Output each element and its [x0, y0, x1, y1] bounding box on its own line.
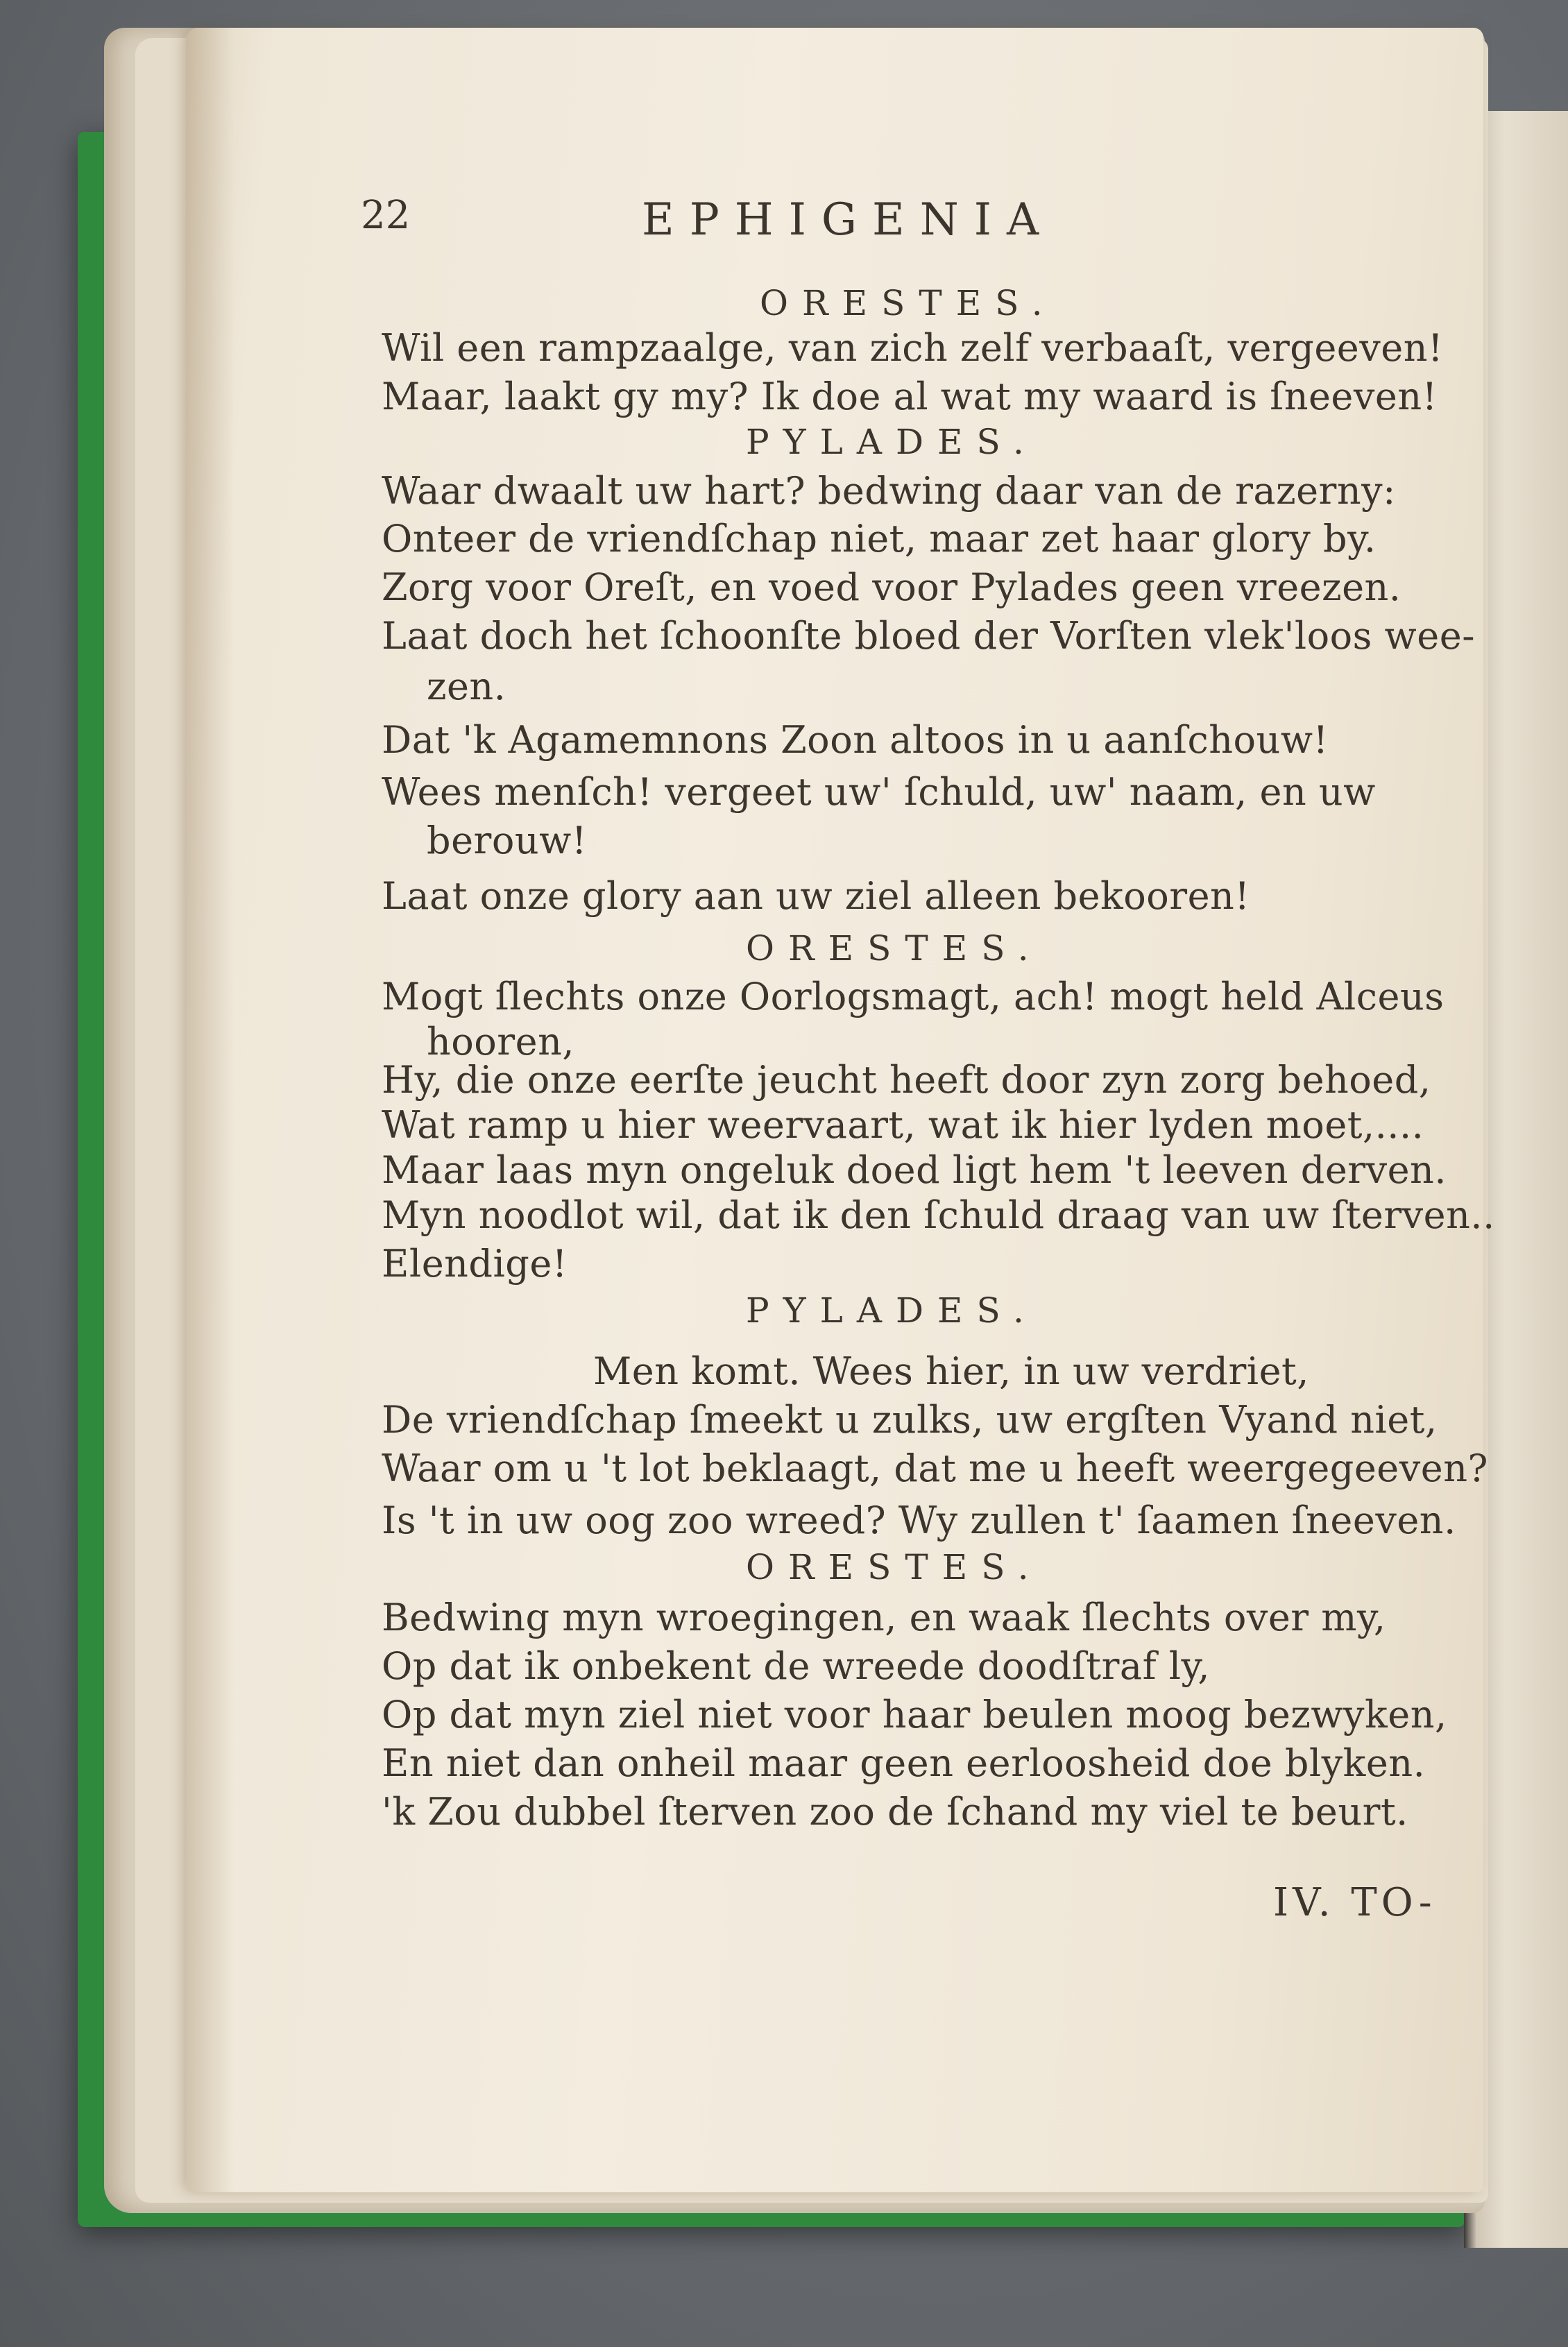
- verse-line: Waar om u 't lot beklaagt, dat me u heeft weergegeeven?: [382, 1446, 1488, 1490]
- page-number: 22: [361, 193, 411, 238]
- verse-continuation: berouw!: [427, 819, 588, 862]
- verse-line: Onteer de vriendſchap niet, maar zet haar glory by.: [382, 517, 1377, 561]
- verse-line: En niet dan onheil maar geen eerloosheid doe blyken.: [382, 1741, 1426, 1785]
- speaker-label: ORESTES.: [746, 1547, 1043, 1587]
- verse-line: Waar dwaalt uw hart? bedwing daar van de razerny:: [382, 469, 1396, 513]
- verse-line: Wil een rampzaalge, van zich zelf verbaaſt, vergeeven!: [382, 326, 1444, 370]
- verse-line: Laat onze glory aan uw ziel alleen bekooren!: [382, 874, 1250, 918]
- verse-line: Maar, laakt gy my? Ik doe al wat my waard is ſneeven!: [382, 375, 1438, 418]
- verse-line: Men komt. Wees hier, in uw verdriet,: [593, 1349, 1309, 1393]
- verse-line: Bedwing myn wroegingen, en waak ſlechts over my,: [382, 1596, 1386, 1639]
- speaker-label: ORESTES.: [746, 928, 1043, 968]
- verse-line: Dat 'k Agamemnons Zoon altoos in u aanſchouw!: [382, 718, 1329, 762]
- verse-continuation: zen.: [427, 665, 506, 708]
- verse-line: Elendige!: [382, 1242, 568, 1286]
- catchword: IV. TO-: [1273, 1880, 1436, 1925]
- verse-line: Laat doch het ſchoonſte bloed der Vorſten vlek'loos wee-: [382, 614, 1475, 658]
- verse-line: De vriendſchap ſmeekt u zulks, uw ergſten Vyand niet,: [382, 1398, 1438, 1442]
- verse-line: Is 't in uw oog zoo wreed? Wy zullen t' ſaamen ſneeven.: [382, 1499, 1456, 1542]
- verse-line: Op dat myn ziel niet voor haar beulen moog bezwyken,: [382, 1693, 1447, 1736]
- verse-continuation: hooren,: [427, 1020, 575, 1064]
- verse-line: Myn noodlot wil, dat ik den ſchuld draag van uw ſterven..: [382, 1193, 1495, 1237]
- verse-line: 'k Zou dubbel ſterven zoo de ſchand my viel te beurt.: [382, 1790, 1408, 1834]
- gutter-shadow: [186, 28, 235, 2192]
- verse-line: Mogt ſlechts onze Oorlogsmagt, ach! mogt held Alceus: [382, 975, 1445, 1018]
- verse-line: Zorg voor Oreſt, en voed voor Pylades geen vreezen.: [382, 565, 1401, 609]
- verse-line: Op dat ik onbekent de wreede doodſtraf ly,: [382, 1644, 1211, 1688]
- running-title: EPHIGENIA: [642, 194, 1055, 246]
- verse-line: Wat ramp u hier weervaart, wat ik hier lyden moet,....: [382, 1103, 1424, 1147]
- speaker-label: PYLADES.: [746, 1290, 1038, 1331]
- speaker-label: ORESTES.: [760, 283, 1057, 323]
- verse-line: Wees menſch! vergeet uw' ſchuld, uw' naam, en uw: [382, 770, 1376, 814]
- verse-line: Maar laas myn ongeluk doed ligt hem 't leeven derven.: [382, 1148, 1447, 1192]
- speaker-label: PYLADES.: [746, 422, 1038, 462]
- verse-line: Hy, die onze eerſte jeucht heeft door zyn zorg behoed,: [382, 1058, 1431, 1102]
